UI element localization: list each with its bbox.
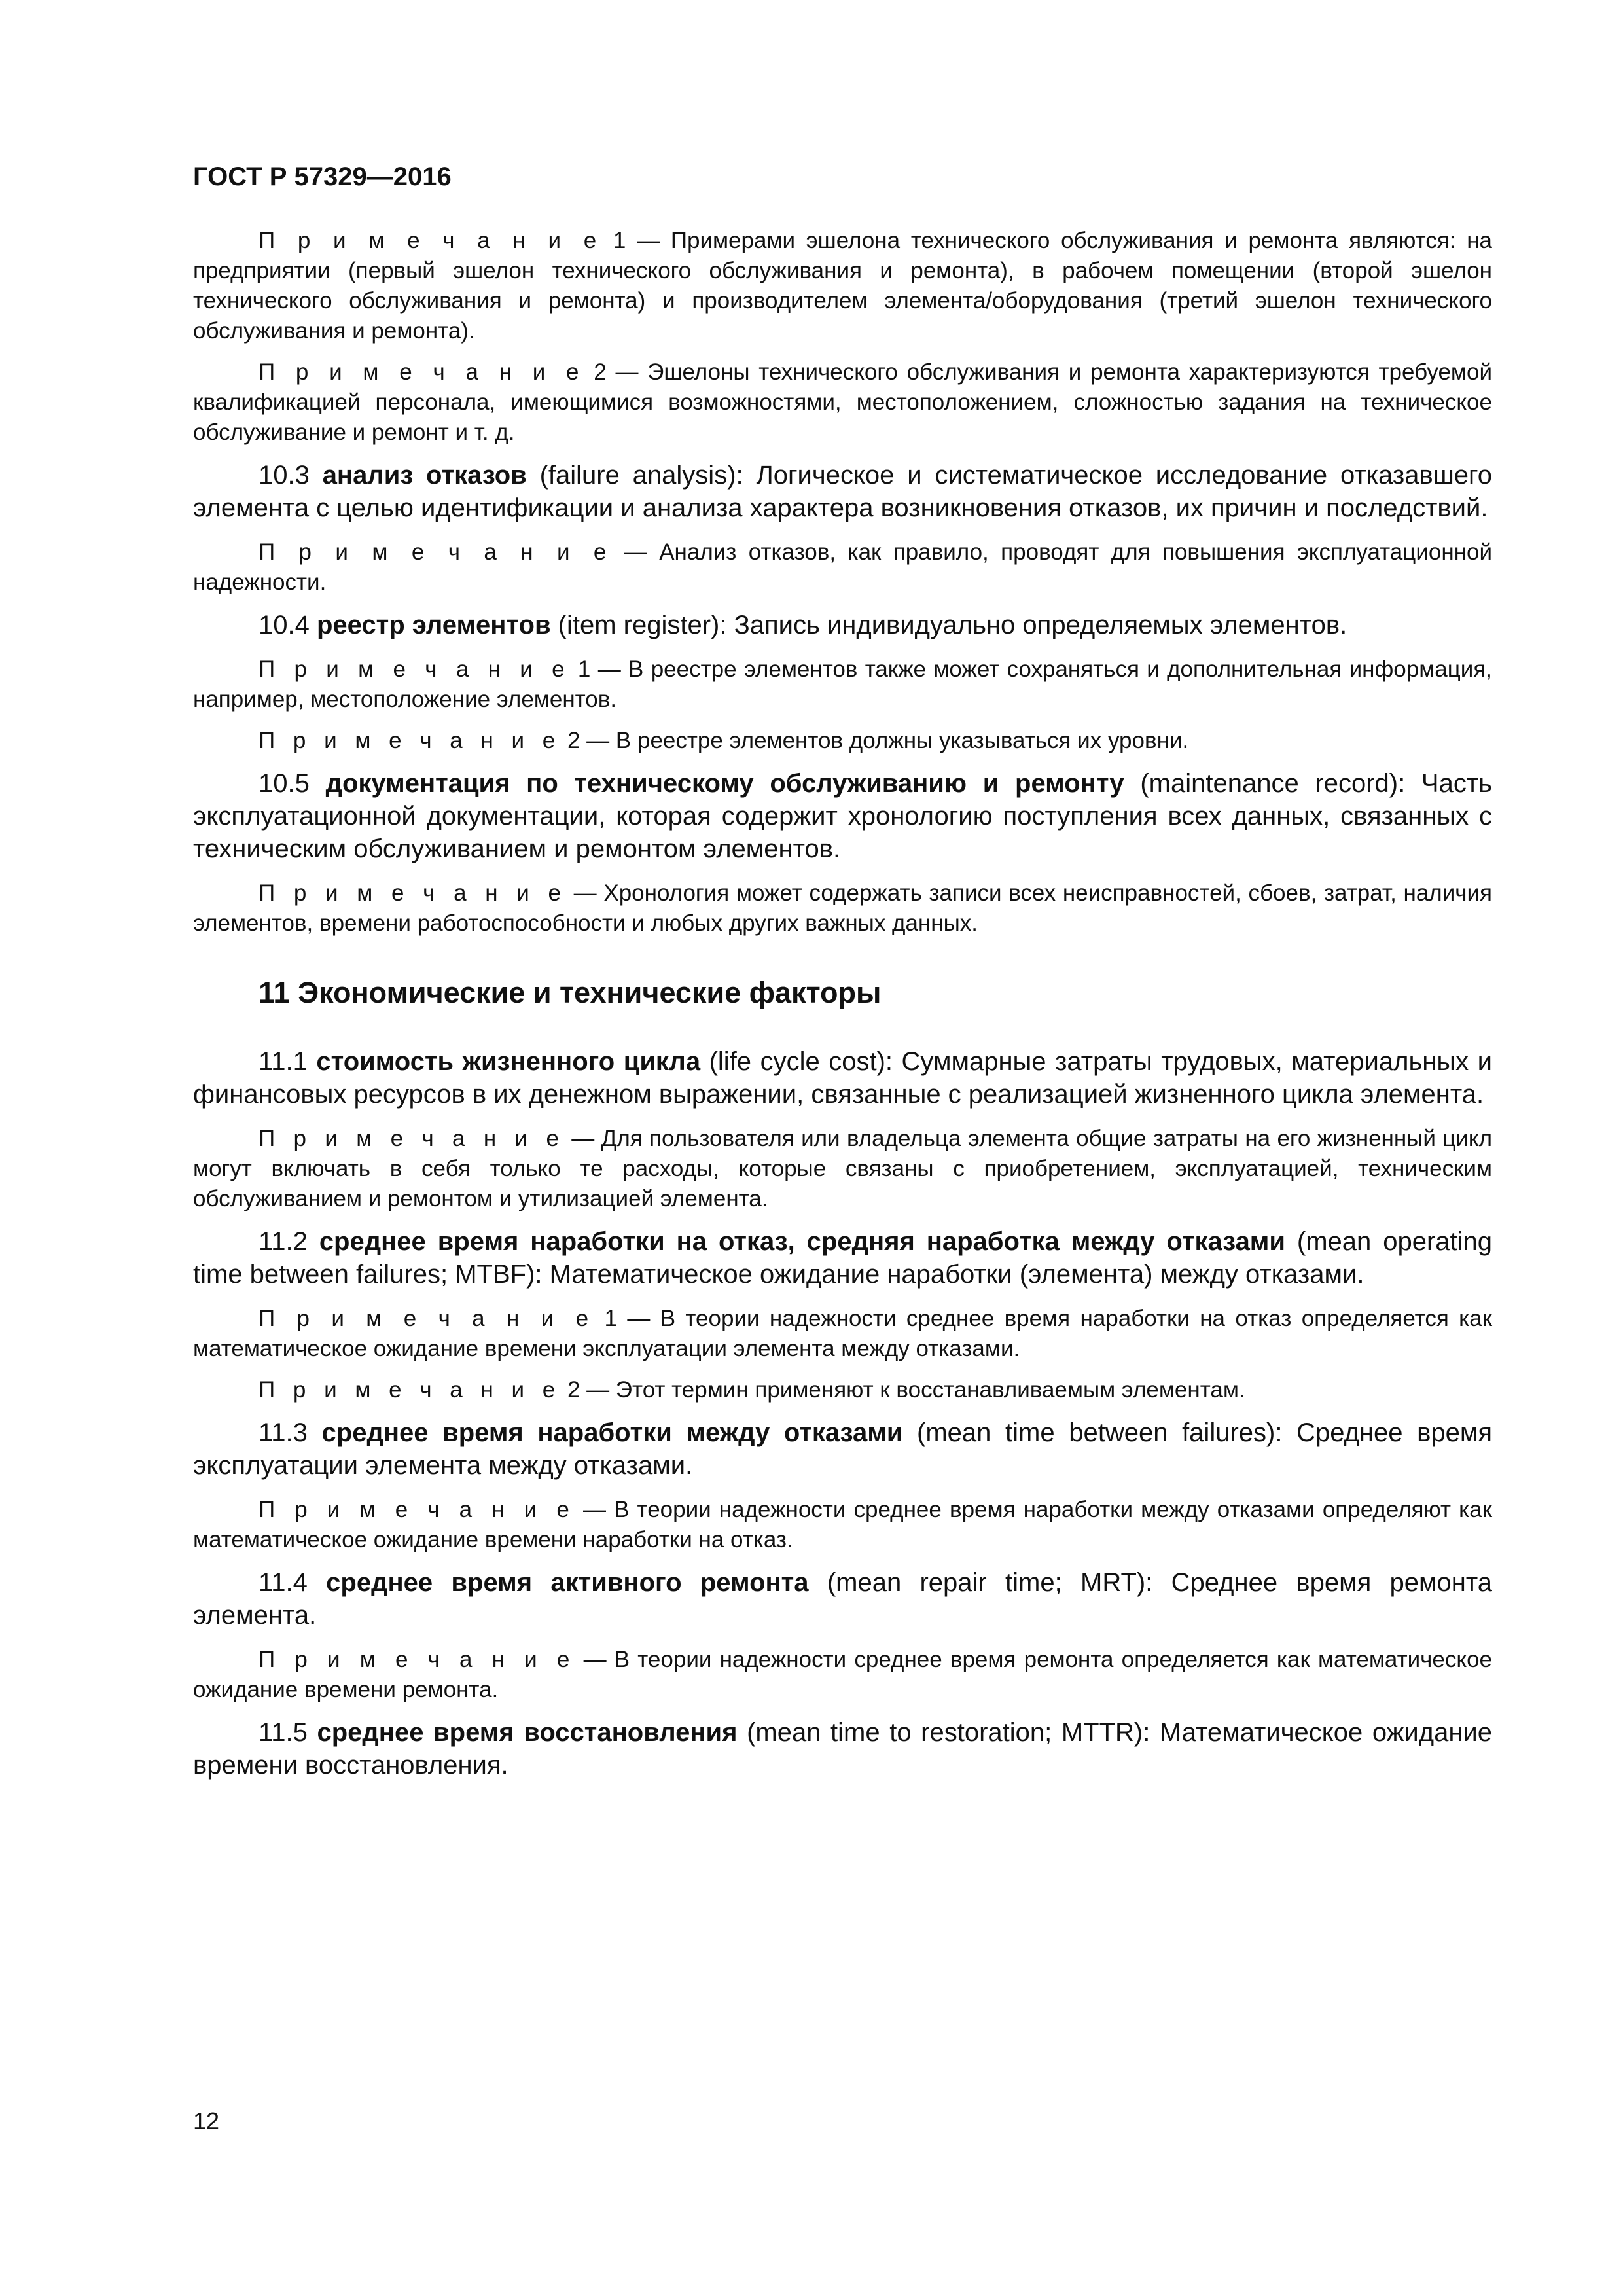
note-label: П р и м е ч а н и е <box>259 359 585 385</box>
term-name: среднее время наработки на отказ, средняя наработка между отказами <box>319 1227 1285 1256</box>
note-paragraph <box>193 726 1492 756</box>
note-paragraph <box>193 537 1492 598</box>
term-number: 11.1 <box>259 1047 317 1076</box>
note-text: — Хронология может содержать записи всех неисправностей, сбоев, затрат, наличия элементов, времени работоспособности и любых других важных данных. <box>193 880 1492 936</box>
note-paragraph <box>193 226 1492 346</box>
note-label: П р и м е ч а н и е <box>259 1647 576 1672</box>
note-paragraph <box>193 1304 1492 1364</box>
note-paragraph <box>193 1645 1492 1705</box>
term-definition <box>193 767 1492 865</box>
term-text: (failure analysis): Логическое и систематическое исследование отказавшего элемента с целью идентификации и анализа характера возникновения отказов, их причин и последствий. <box>193 461 1492 522</box>
note-label: П р и м е ч а н и е <box>259 1497 575 1522</box>
note-text: — В теории надежности среднее время ремонта определяется как математическое ожидание времени ремонта. <box>193 1647 1493 1702</box>
note-text: 2 — Этот термин применяют к восстанавливаемым элементам. <box>561 1377 1245 1403</box>
section-heading: 11 Экономические и технические факторы <box>259 976 882 1009</box>
document-body <box>193 226 1492 1795</box>
term-name: среднее время наработки между отказами <box>321 1418 903 1447</box>
term-definition <box>193 459 1492 524</box>
note-text: — Для пользователя или владельца элемента общие затраты на его жизненный цикл могут включать в себя только те расходы, которые связаны с приобретением, эксплуатацией, техническим обслуживанием и ремонтом и утилизацией элемента. <box>193 1126 1492 1211</box>
term-text: (maintenance record): Часть эксплуатационной документации, которая содержит хронологию поступления всех данных, связанных с техническим обслуживанием и ремонтом элементов. <box>193 769 1492 863</box>
note-label: П р и м е ч а н и е <box>259 880 567 906</box>
document-header: ГОСТ Р 57329—2016 <box>193 162 452 191</box>
note-label: П р и м е ч а н и е <box>259 1377 562 1403</box>
term-text: (mean time to restoration; MTTR): Математическое ожидание времени восстановления. <box>193 1718 1492 1780</box>
note-label: П р и м е ч а н и е <box>259 656 571 682</box>
term-definition <box>193 1045 1492 1111</box>
term-number: 11.5 <box>259 1718 317 1747</box>
term-definition <box>193 1225 1492 1291</box>
term-definition <box>193 1716 1492 1782</box>
note-text: — Анализ отказов, как правило, проводят для повышения эксплуатационной надежности. <box>193 539 1493 595</box>
note-label: П р и м е ч а н и е <box>259 539 613 565</box>
term-name: реестр элементов <box>316 611 551 639</box>
note-paragraph <box>193 1495 1492 1555</box>
note-paragraph <box>193 1375 1492 1405</box>
term-number: 11.4 <box>259 1568 327 1597</box>
term-name: документация по техническому обслуживанию и ремонту <box>325 769 1124 798</box>
note-text: 2 — Эшелоны технического обслуживания и ремонта характеризуются требуемой квалификацией персонала, имеющимися возможностями, местоположением, сложностью задания на техническое обслуживание и ремонт и т. д. <box>193 359 1493 445</box>
term-text: (item register): Запись индивидуально определяемых элементов. <box>550 611 1347 639</box>
note-text: 1 — В теории надежности среднее время наработки на отказ определяется как математическое ожидание времени эксплуатации элемента между отказами. <box>193 1306 1493 1361</box>
term-number: 11.2 <box>259 1227 319 1256</box>
note-paragraph <box>193 878 1492 939</box>
term-name: среднее время восстановления <box>317 1718 738 1747</box>
note-text: 1 — В реестре элементов также может сохраняться и дополнительная информация, например, местоположение элементов. <box>193 656 1493 712</box>
note-label: П р и м е ч а н и е <box>259 228 603 253</box>
term-definition <box>193 1416 1492 1482</box>
term-number: 10.5 <box>259 769 326 798</box>
term-text: (mean time between failures): Среднее время эксплуатации элемента между отказами. <box>193 1418 1493 1480</box>
term-definition <box>193 609 1492 641</box>
term-number: 11.3 <box>259 1418 322 1447</box>
term-definition <box>193 1566 1492 1632</box>
term-name: стоимость жизненного цикла <box>316 1047 701 1076</box>
note-label: П р и м е ч а н и е <box>259 728 562 753</box>
term-text: (mean repair time; MRT): Среднее время ремонта элемента. <box>193 1568 1492 1630</box>
note-label: П р и м е ч а н и е <box>259 1306 595 1331</box>
note-label: П р и м е ч а н и е <box>259 1126 565 1151</box>
term-number: 10.4 <box>259 611 317 639</box>
page-number: 12 <box>193 2108 220 2134</box>
note-text: 2 — В реестре элементов должны указываться их уровни. <box>561 728 1189 753</box>
term-text: (mean operating time between failures; MTBF): Математическое ожидание наработки (элемента) между отказами. <box>193 1227 1493 1289</box>
note-paragraph <box>193 357 1492 448</box>
term-number: 10.3 <box>259 461 323 490</box>
note-text: 1 — Примерами эшелона технического обслуживания и ремонта являются: на предприятии (первый эшелон технического обслуживания и ремонта), в рабочем помещении (второй эшелон технического обслуживания и ремонта) и производителем элемента/оборудования (третий эшелон технического обслуживания и ремонта). <box>193 228 1492 344</box>
note-paragraph <box>193 655 1492 715</box>
term-name: среднее время активного ремонта <box>326 1568 809 1597</box>
term-text: (life cycle cost): Суммарные затраты трудовых, материальных и финансовых ресурсов в их денежном выражении, связанные с реализацией жизненного цикла элемента. <box>193 1047 1493 1109</box>
note-paragraph <box>193 1124 1492 1214</box>
note-text: — В теории надежности среднее время наработки между отказами определяют как математическое ожидание времени наработки на отказ. <box>193 1497 1493 1552</box>
term-name: анализ отказов <box>322 461 527 490</box>
